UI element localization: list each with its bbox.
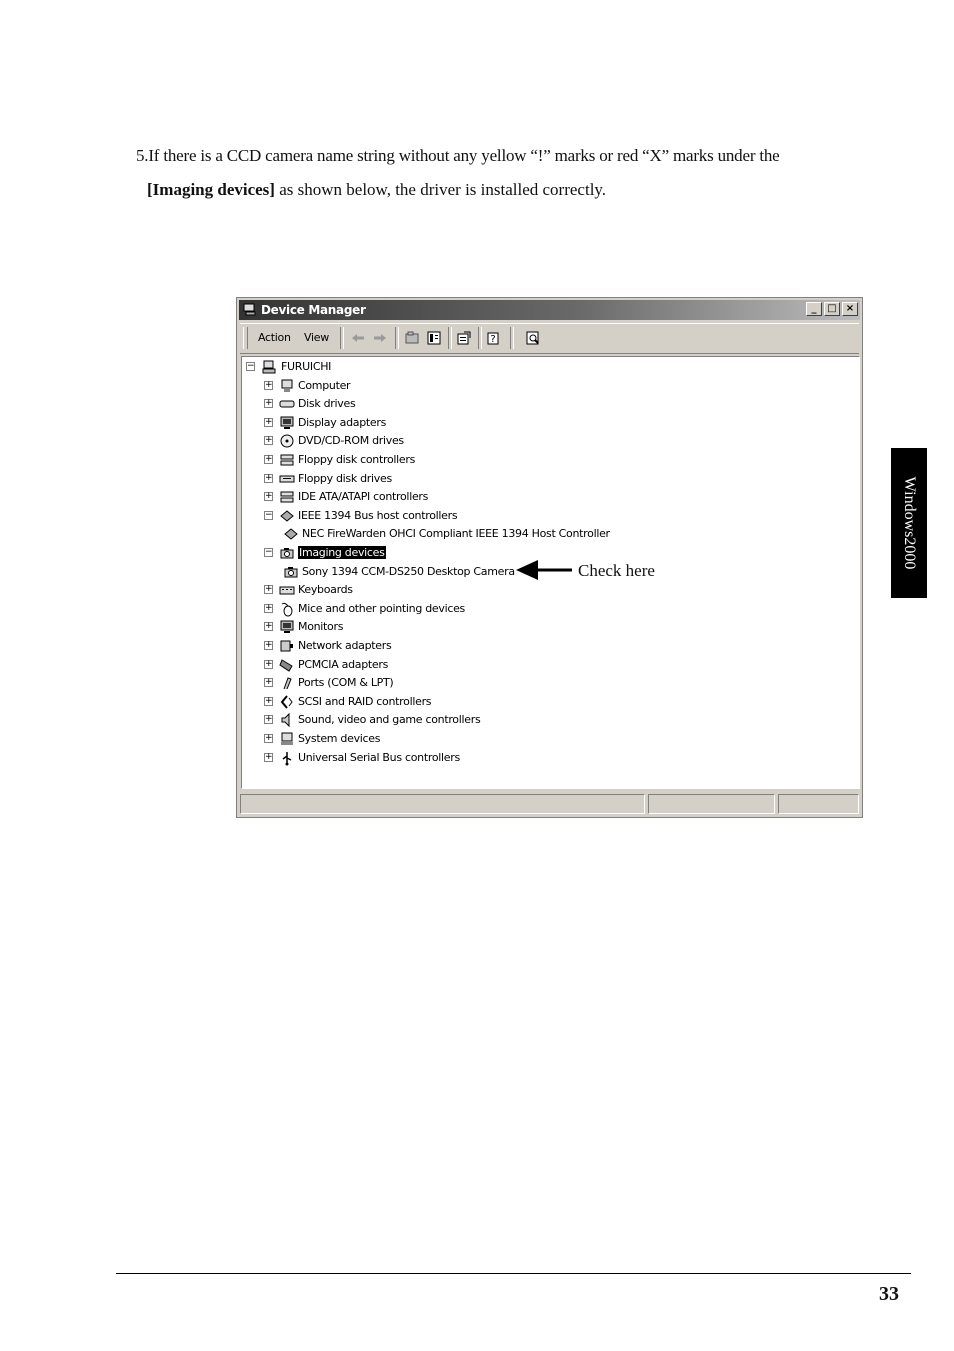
tree-item-label: Ports (COM & LPT) (298, 676, 394, 690)
check-here-callout: Check here (578, 561, 655, 580)
expand-toggle[interactable]: + (265, 621, 273, 632)
tree-item-label: System devices (298, 732, 381, 745)
window-title: Device Manager (261, 303, 366, 317)
view-icon[interactable] (426, 330, 442, 346)
section-tab (891, 448, 927, 598)
imaging-devices-term: [Imaging devices] (147, 180, 275, 199)
tree-item-label: Floppy disk controllers (298, 453, 416, 466)
instruction-line-2 (147, 180, 606, 200)
folder-icon[interactable] (404, 330, 420, 346)
tree-item-label: DVD/CD-ROM drives (298, 434, 404, 448)
port-icon (279, 675, 295, 691)
toolbar (240, 323, 859, 354)
toolbar-separator (340, 327, 344, 349)
tree-item-label: Sound, video and game controllers (298, 713, 481, 727)
monitor-icon (279, 415, 295, 431)
tree-item-label: PCMCIA adapters (298, 657, 389, 671)
tree-item-label: Keyboards (298, 583, 353, 597)
toolbar-separator (395, 327, 399, 349)
svg-text:?: ? (490, 334, 496, 345)
sound-icon (279, 712, 295, 728)
tree-root-label: FURUICHI (281, 360, 332, 373)
device-manager-icon (243, 303, 257, 316)
monitor-icon (279, 619, 295, 635)
expand-toggle[interactable]: + (265, 472, 273, 483)
disk-drive-icon (279, 396, 295, 412)
pointer-arrow-icon (514, 558, 576, 582)
expand-toggle[interactable]: + (265, 714, 273, 725)
scan-hardware-icon[interactable] (525, 330, 541, 346)
controller-icon (279, 489, 295, 505)
tree-item-label: SCSI and RAID controllers (298, 694, 432, 708)
tree-item-label: Monitors (298, 620, 344, 634)
expand-toggle[interactable]: + (265, 733, 273, 743)
expand-toggle[interactable]: + (265, 640, 273, 650)
tree-item-label: Network adapters (298, 639, 392, 652)
collapse-toggle[interactable]: − (247, 361, 255, 371)
expand-toggle[interactable]: + (265, 416, 273, 427)
instruction-rest: as shown below, the driver is installed correctly. (274, 180, 607, 199)
tree-item-label: Disk drives (298, 397, 356, 411)
collapse-toggle[interactable]: − (265, 509, 273, 520)
scsi-icon (279, 694, 295, 710)
tree-item-label: NEC FireWarden OHCI Compliant IEEE 1394 Host Controller (302, 527, 610, 541)
section-tab-label: Windows2000 (901, 476, 918, 570)
expand-toggle[interactable]: + (265, 398, 273, 409)
instruction-line-1: 5.If there is a CCD camera name string without any yellow “!” marks or red “X” marks under the (136, 146, 780, 165)
toolbar-grip[interactable] (243, 327, 248, 349)
expand-toggle[interactable]: + (265, 435, 273, 446)
mouse-icon (279, 601, 295, 617)
maximize-button[interactable]: □ (824, 302, 840, 316)
tree-item-label: Universal Serial Bus controllers (298, 750, 460, 764)
firewire-icon (279, 508, 295, 524)
tree-item-label: Display adapters (298, 415, 387, 429)
usb-icon (279, 750, 295, 766)
tree-item-label: IDE ATA/ATAPI controllers (298, 490, 429, 504)
menu-action[interactable]: Action (258, 331, 291, 344)
status-bar (240, 794, 859, 814)
firewire-icon (283, 526, 299, 542)
status-panel (240, 794, 645, 814)
controller-icon (279, 452, 295, 468)
floppy-drive-icon (279, 471, 295, 487)
minimize-button[interactable]: _ (806, 302, 822, 316)
forward-arrow-icon[interactable] (372, 330, 388, 346)
tree-item-label: Imaging devices (299, 546, 385, 559)
footer-divider (116, 1273, 911, 1274)
expand-toggle[interactable]: + (265, 584, 273, 595)
camera-icon (279, 545, 295, 561)
expand-toggle[interactable]: + (265, 751, 273, 762)
properties-icon[interactable] (456, 330, 472, 346)
pcmcia-icon (279, 657, 295, 673)
status-panel (778, 794, 859, 814)
page-number: 33 (879, 1283, 899, 1305)
expand-toggle[interactable]: + (265, 695, 273, 706)
expand-toggle[interactable]: + (265, 658, 273, 669)
expand-toggle[interactable]: + (265, 677, 273, 688)
close-button[interactable]: × (842, 302, 858, 316)
cd-icon (279, 433, 295, 449)
camera-icon (283, 564, 299, 580)
tree-item-label: IEEE 1394 Bus host controllers (298, 508, 458, 522)
title-bar[interactable] (239, 300, 860, 320)
toolbar-separator (478, 327, 482, 349)
status-panel (648, 794, 775, 814)
menu-view[interactable]: View (304, 331, 329, 344)
expand-toggle[interactable]: + (265, 602, 273, 613)
toolbar-separator (510, 327, 514, 349)
system-icon (279, 731, 295, 747)
tree-item-label: Mice and other pointing devices (298, 601, 465, 615)
toolbar-separator (448, 327, 452, 349)
expand-toggle[interactable]: + (265, 491, 273, 502)
tree-item-label: Computer (298, 378, 351, 392)
expand-toggle[interactable]: + (265, 379, 273, 390)
keyboard-icon (279, 582, 295, 598)
network-icon (279, 638, 295, 654)
tree-item-label: Sony 1394 CCM-DS250 Desktop Camera (302, 564, 515, 578)
computer-icon (279, 378, 295, 394)
collapse-toggle[interactable]: − (265, 547, 273, 557)
help-icon[interactable] (486, 330, 502, 346)
computer-icon (261, 359, 277, 375)
back-arrow-icon[interactable] (350, 330, 366, 346)
expand-toggle[interactable]: + (265, 454, 273, 464)
tree-item-label: Floppy disk drives (298, 471, 392, 485)
